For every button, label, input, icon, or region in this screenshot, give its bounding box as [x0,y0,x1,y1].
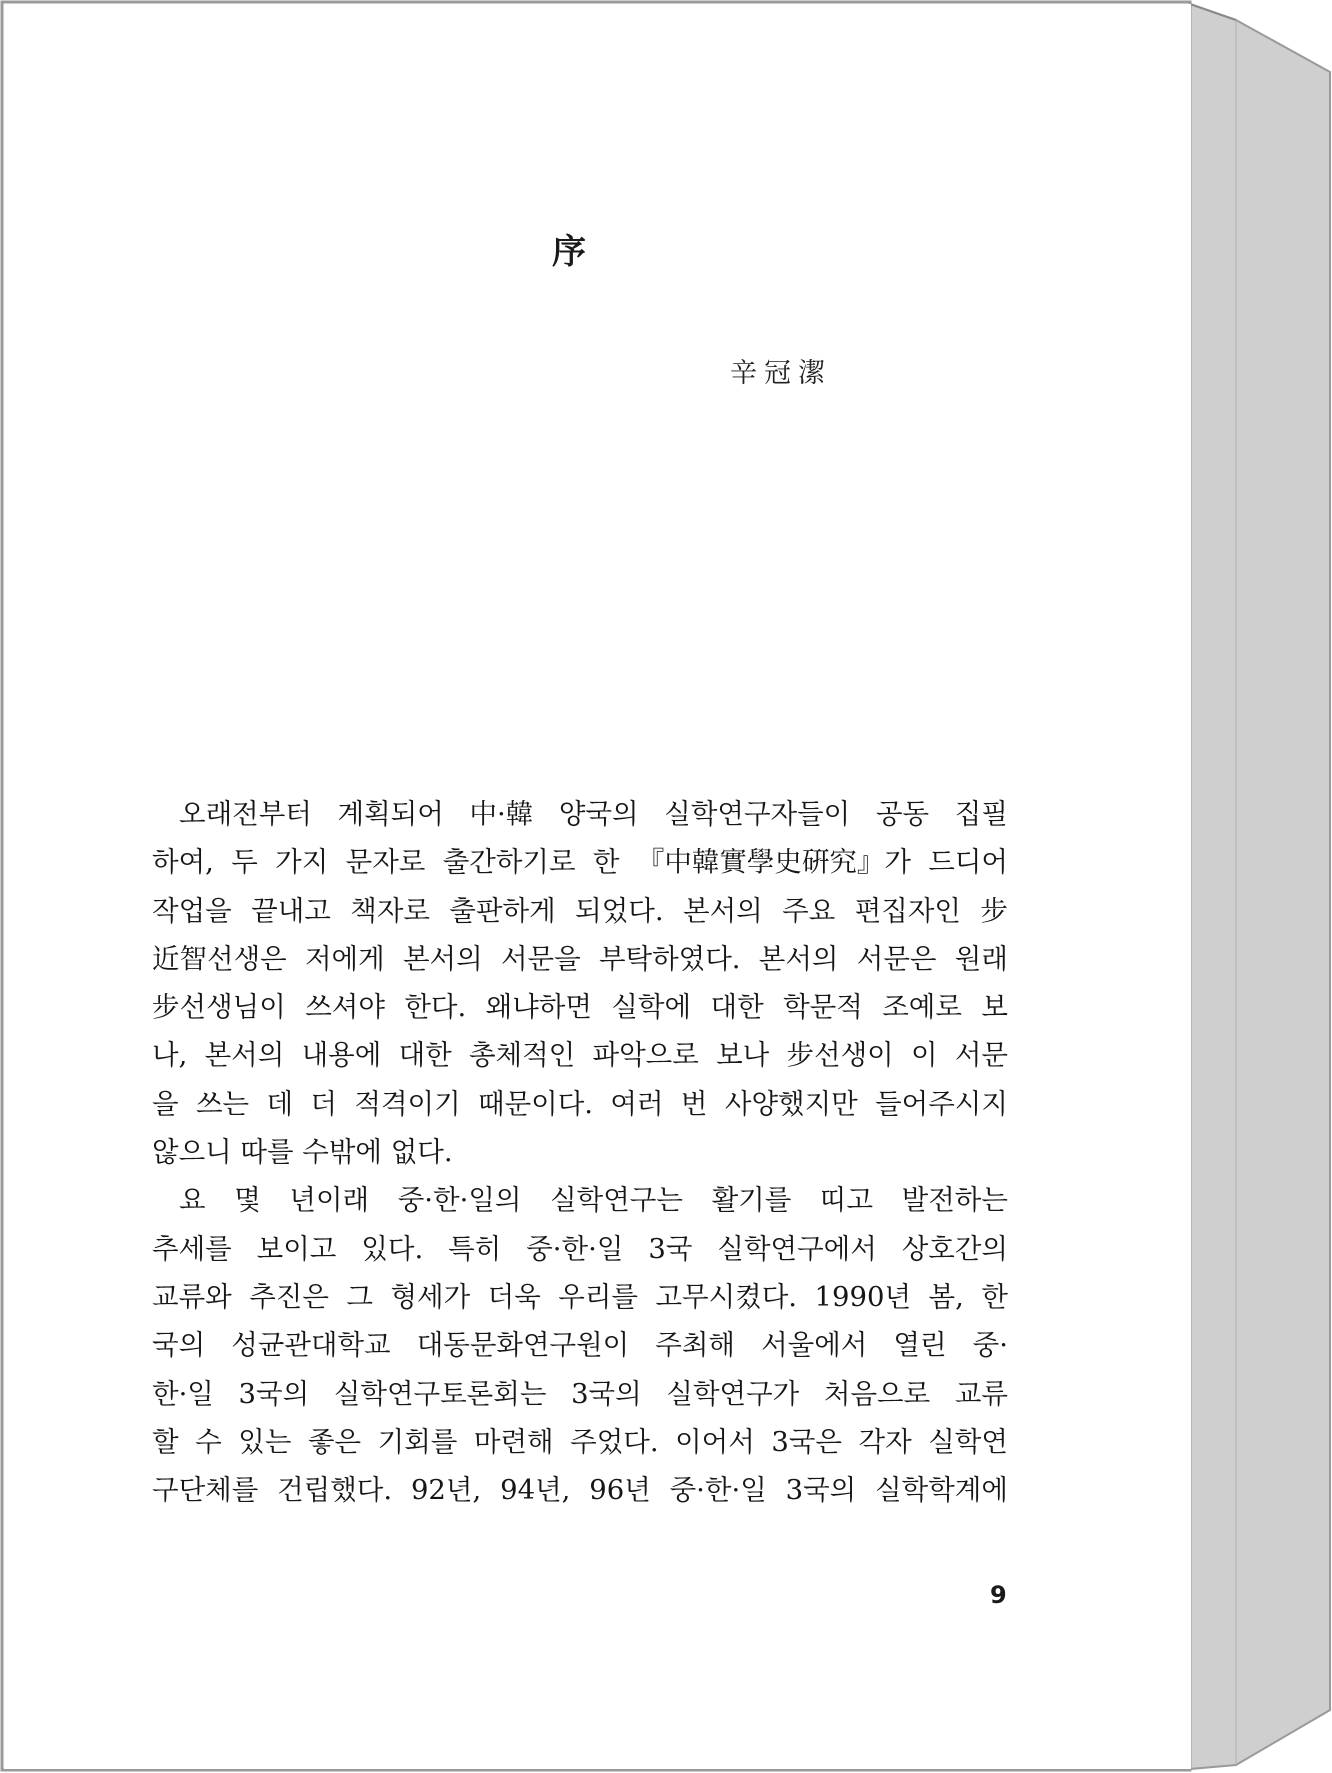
word: 열린 [893,1329,947,1362]
word: 步 [980,894,1008,927]
word: 3국 [648,1232,693,1265]
text-line [152,1418,1008,1466]
word: 편집자인 [854,894,961,927]
word: 특히 [448,1232,502,1265]
text-line [152,1466,1008,1514]
word: 형세가 [390,1280,471,1313]
word: 되었다. [575,894,664,927]
word: 국의 [152,1329,206,1362]
body-text [152,790,1008,1514]
word: 봄, [928,1280,964,1313]
word: 중·한·일 [669,1474,767,1507]
word: 끝내고 [251,894,331,927]
word: 부탁하였다. [598,942,741,975]
text-line: 않으니 따를 수밖에 없다. [152,1136,453,1169]
text-line [152,1176,1008,1224]
word: 보 [981,991,1008,1024]
word: 더욱 [487,1280,541,1313]
word: 서울에서 [761,1329,868,1362]
word: 공동 [875,798,930,830]
word: 주최해 [655,1329,735,1362]
word: 近智선생은 [152,942,287,975]
word: 년이래 [289,1184,370,1217]
word: 교류 [954,1377,1008,1410]
word: 저에게 [304,942,385,975]
word: 성균관대학교 [231,1329,391,1362]
word: 보나 [716,1039,770,1072]
word: 좋은 [307,1425,362,1458]
word: 활기를 [711,1184,792,1217]
word: 이어서 [675,1425,755,1458]
word: 고무시켰다. [655,1280,798,1313]
word: 있다. [361,1232,424,1265]
word: 건립했다. [277,1474,393,1507]
word: 중·한·일 [526,1232,624,1265]
word: 마련해 [473,1425,554,1458]
word: 서문은 [856,942,937,975]
word: 96년 [589,1474,651,1507]
word: 92년, [410,1474,482,1507]
word: 실학연구는 [550,1184,683,1217]
word: 학문적 [783,991,863,1024]
word: 실학학계에 [875,1474,1008,1507]
word: 출간하기로 [442,846,576,879]
word: 구단체를 [152,1474,259,1507]
word: 본서의 [402,942,483,975]
word: 양국의 [558,798,639,830]
word: 요 [179,1184,206,1217]
word: 두 [231,846,258,879]
page-number: 9 [990,1581,1007,1609]
word: 때문이다. [478,1087,594,1120]
word: 각자 [858,1425,912,1458]
text-line [152,838,1008,886]
word: 집필 [954,798,1008,830]
word: 들어주시지 [875,1087,1008,1120]
word: 하여, [152,846,214,879]
word: 본서의 [683,894,763,927]
word: 파악으로 [592,1039,699,1072]
word: 더 [310,1087,337,1120]
word: 보이고 [256,1232,337,1265]
word: 추세를 [152,1232,232,1265]
word: 내용에 [301,1039,382,1072]
word: 가지 [275,846,329,879]
text-line [152,1225,1008,1273]
word: 조예로 [882,991,962,1024]
word: 수 [195,1425,222,1458]
word: 한·일 [152,1377,214,1410]
word: 을 [152,1087,179,1120]
word: 대동문화연구원이 [416,1329,630,1362]
book-side-face [1190,4,1330,1769]
word: 띠고 [819,1184,874,1217]
word: 3국의 [238,1377,310,1410]
word: 실학연구가 [666,1377,800,1410]
text-line [152,1031,1008,1079]
word: 사양했지만 [724,1087,858,1120]
word: 본서의 [758,942,839,975]
word: 본서의 [204,1039,285,1072]
word: 한 [592,846,620,879]
word: 서문을 [500,942,581,975]
word: 주었다. [570,1425,659,1458]
word: 한 [981,1280,1008,1313]
word: 있는 [238,1425,292,1458]
word: 여러 [610,1087,664,1120]
word: 3국은 [771,1425,842,1458]
author-name: 辛冠潔 [730,358,832,389]
text-line [152,1370,1008,1418]
word: 계획되어 [337,798,444,830]
text-line [152,790,1008,838]
word: 중·한·일의 [397,1184,522,1217]
word: 몇 [234,1184,261,1217]
word: 그 [346,1280,373,1313]
word: 대한 [710,991,764,1024]
word: 상호간의 [901,1232,1008,1265]
word: 한다. [404,991,467,1024]
text-line [152,1080,1008,1128]
page-title: 序 [552,232,588,272]
text-line [152,1321,1008,1369]
word: 오래전부터 [179,798,312,830]
word: 94년, [500,1474,571,1507]
word: 드디어 [928,846,1008,879]
word: 실학연 [928,1425,1008,1458]
word: 中·韓 [469,798,534,830]
word: 3국의 [571,1377,642,1410]
word: 왜냐하면 [485,991,592,1024]
word: 기회를 [377,1425,458,1458]
word: 쓰셔야 [305,991,385,1024]
word: 『中韓實學史硏究』가 [636,846,911,879]
word: 步선생님이 [152,991,286,1024]
word: 데 [266,1087,294,1120]
word: 적격이기 [354,1087,461,1120]
word: 추진은 [249,1280,329,1313]
word: 작업을 [152,894,232,927]
word: 책자로 [350,894,430,927]
word: 실학연구에서 [717,1232,877,1265]
word: 대한 [398,1039,452,1072]
text-line [152,983,1008,1031]
word: 출판하게 [449,894,556,927]
word: 실학연구토론회는 [333,1377,547,1410]
word: 발전하는 [901,1184,1008,1217]
text-line [152,887,1008,935]
word: 1990년 [814,1280,912,1313]
word: 번 [680,1087,708,1120]
word: 주요 [782,894,836,927]
word: 우리를 [558,1280,638,1313]
word: 교류와 [152,1280,232,1313]
word: 실학에 [611,991,692,1024]
document-page [4,4,1191,1769]
word: 중· [972,1329,1008,1362]
word: 나, [152,1039,188,1072]
word: 3국의 [785,1474,857,1507]
word: 실학연구자들이 [664,798,851,830]
word: 이 [910,1039,938,1072]
word: 할 [152,1425,179,1458]
word: 步선생이 [786,1039,894,1072]
text-line [152,1273,1008,1321]
text-line [152,935,1008,983]
word: 총체적인 [468,1039,576,1072]
word: 처음으로 [823,1377,931,1410]
word: 문자로 [345,846,426,879]
word: 원래 [954,942,1008,975]
word: 서문 [954,1039,1008,1072]
word: 쓰는 [195,1087,250,1120]
